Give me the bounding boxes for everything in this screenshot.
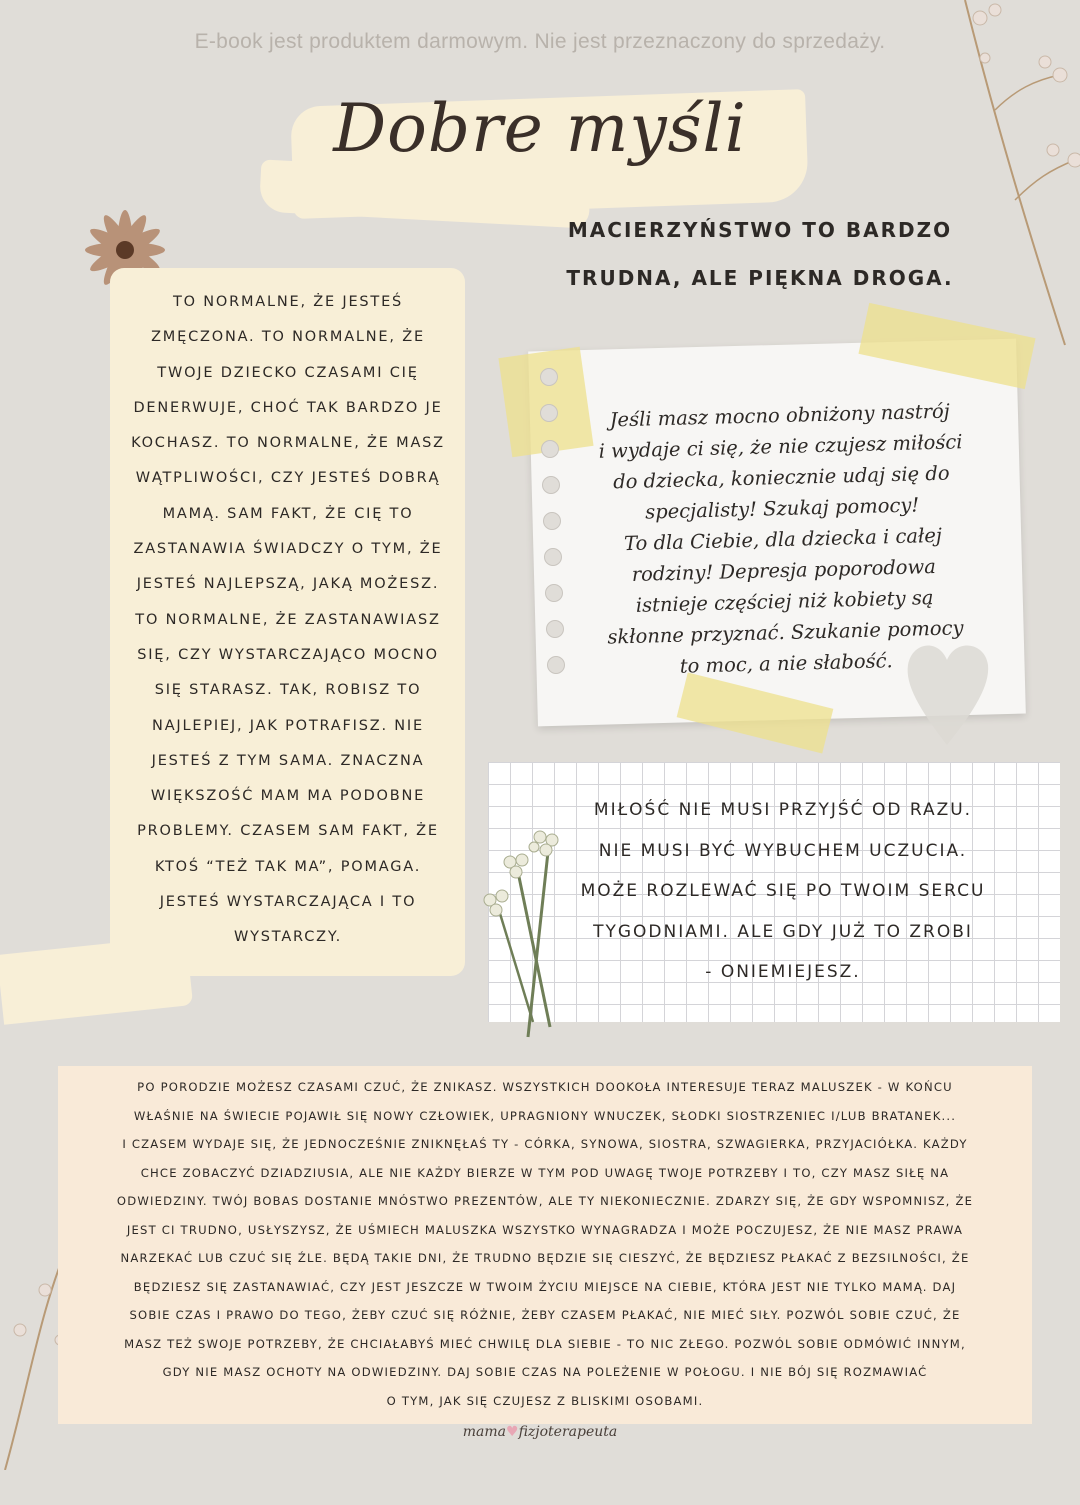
left-card-line: SIĘ STARASZ. TAK, ROBISZ TO bbox=[154, 682, 422, 699]
left-card-line: WIĘKSZOŚĆ MAM MA PODOBNE bbox=[150, 788, 426, 805]
grid-card-text bbox=[548, 790, 1018, 993]
note-line: To dla Ciebie, dla dziecka i całej bbox=[623, 523, 943, 556]
subtitle-line: MACIERZYŃSTWO TO BARDZO bbox=[567, 218, 953, 242]
grid-line: - ONIEMIEJESZ. bbox=[705, 962, 861, 982]
left-card-line: TO NORMALNE, ŻE JESTEŚ bbox=[172, 294, 404, 310]
grid-line: MIŁOŚĆ NIE MUSI PRZYJŚĆ OD RAZU. bbox=[593, 800, 973, 820]
bottom-line: GDY NIE MASZ OCHOTY NA ODWIEDZINY. DAJ SOBIE CZAS NA POLEŻENIE W POŁOGU. I NIE BÓJ SIĘ ROZMAWIAĆ bbox=[162, 1365, 928, 1379]
bottom-line: NARZEKAĆ LUB CZUĆ SIĘ ŹLE. BĘDĄ TAKIE DNI, ŻE TRUDNO BĘDZIE SIĘ CIESZYĆ, ŻE BĘDZIESZ PŁAKAĆ Z BEZSILNOŚCI, ŻE bbox=[120, 1251, 970, 1265]
binder-hole bbox=[541, 440, 559, 458]
note-line: Jeśli masz mocno obniżony nastrój bbox=[609, 399, 951, 432]
grid-line: TYGODNIAMI. ALE GDY JUŻ TO ZROBI bbox=[593, 921, 973, 942]
left-card-line: KTOŚ “TEŻ TAK MA”, POMAGA. bbox=[154, 858, 422, 875]
heart-icon bbox=[900, 630, 995, 750]
note-line: skłonne przyznać. Szukanie pomocy bbox=[607, 616, 964, 649]
free-ebook-notice: E-book jest produktem darmowym. Nie jest przeznaczony do sprzedaży. bbox=[194, 30, 886, 53]
left-card-line: DENERWUJE, CHOĆ TAK BARDZO JE bbox=[133, 399, 443, 416]
footer-brand bbox=[0, 1424, 1080, 1440]
left-card-line: JESTEŚ NAJLEPSZĄ, JAKĄ MOŻESZ. bbox=[136, 576, 440, 593]
bottom-line: I CZASEM WYDAJE SIĘ, ŻE JEDNOCZEŚNIE ZNIKNĘŁAŚ TY - CÓRKA, SYNOWA, SIOSTRA, SZWAGIERKA, PRZYJACIÓŁKA. KAŻDY bbox=[122, 1137, 968, 1151]
left-card-line: SIĘ, CZY WYSTARCZAJĄCO MOCNO bbox=[137, 646, 439, 663]
left-card-line: KOCHASZ. TO NORMALNE, ŻE MASZ bbox=[131, 435, 445, 452]
left-card-line: WYSTARCZY. bbox=[234, 929, 342, 946]
binder-hole bbox=[542, 476, 560, 494]
note-line: do dziecka, koniecznie udaj się do bbox=[612, 461, 950, 494]
note-line: rodziny! Depresja poporodowa bbox=[631, 555, 937, 586]
bottom-line: SOBIE CZAS I PRAWO DO TEGO, ŻEBY CZUĆ SIĘ RÓŻNIE, ŻEBY CZASEM PŁAKAĆ, NIE MIEĆ SIŁY. POZWÓL SOBIE CZUĆ, ŻE bbox=[129, 1308, 961, 1322]
left-card-line: ZMĘCZONA. TO NORMALNE, ŻE bbox=[151, 329, 425, 346]
note-line: to moc, a nie słabość. bbox=[679, 649, 894, 678]
bottom-line: WŁAŚNIE NA ŚWIECIE POJAWIŁ SIĘ NOWY CZŁOWIEK, UPRAGNIONY WNUCZEK, SŁODKI SIOSTRZENIEC I/LUB BRATANEK... bbox=[133, 1108, 957, 1123]
left-card-line: TO NORMALNE, ŻE ZASTANAWIASZ bbox=[135, 611, 441, 628]
binder-hole bbox=[546, 620, 564, 638]
bottom-card-text bbox=[80, 1073, 1010, 1415]
subtitle bbox=[540, 206, 980, 302]
page-title: Dobre myśli bbox=[333, 90, 747, 167]
bottom-line: O TYM, JAK SIĘ CZUJESZ Z BLISKIMI OSOBAMI. bbox=[386, 1393, 704, 1408]
note-line: specjalisty! Szukaj pomocy! bbox=[644, 493, 920, 524]
left-card-text bbox=[118, 285, 458, 956]
binder-hole bbox=[545, 584, 563, 602]
binder-hole bbox=[544, 548, 562, 566]
brand-mama: mama bbox=[462, 1424, 506, 1440]
note-line: i wydaje ci się, że nie czujesz miłości bbox=[598, 430, 963, 463]
left-card-line: JESTEŚ WYSTARCZAJĄCA I TO bbox=[159, 894, 417, 911]
left-card-line: ZASTANAWIA ŚWIADCZY O TYM, ŻE bbox=[133, 541, 443, 558]
heart-icon: ♥ bbox=[506, 1424, 519, 1440]
bottom-line: JEST CI TRUDNO, USŁYSZYSZ, ŻE UŚMIECH MALUSZKA WSZYSTKO WYNAGRADZA I MOŻE POCZUJESZ, ŻE NIE MASZ PRAWA bbox=[126, 1222, 964, 1237]
binder-hole bbox=[540, 368, 558, 386]
subtitle-line: TRUDNA, ALE PIĘKNA DROGA. bbox=[566, 266, 954, 290]
left-card-line: PROBLEMY. CZASEM SAM FAKT, ŻE bbox=[137, 823, 439, 840]
grid-line: MOŻE ROZLEWAĆ SIĘ PO TWOIM SERCU bbox=[580, 881, 986, 901]
binder-hole bbox=[547, 656, 565, 674]
left-card-line: NAJLEPIEJ, JAK POTRAFISZ. NIE bbox=[152, 717, 424, 734]
left-card-line: MAMĄ. SAM FAKT, ŻE CIĘ TO bbox=[162, 505, 414, 522]
note-line: istnieje częściej niż kobiety są bbox=[635, 586, 934, 617]
bottom-line: CHCE ZOBACZYĆ DZIADZIUSIA, ALE NIE KAŻDY BIERZE W TYM POD UWAGĘ TWOJE POTRZEBY I TO, CZY MASZ SIŁĘ NA bbox=[140, 1165, 950, 1180]
bottom-line: ODWIEDZINY. TWÓJ BOBAS DOSTANIE MNÓSTWO PREZENTÓW, ALE TY NIEKONIECZNIE. ZDARZY SIĘ, ŻE GDY WSPOMNISZ, ŻE bbox=[116, 1194, 974, 1208]
left-card-line: JESTEŚ Z TYM SAMA. ZNACZNA bbox=[151, 752, 425, 769]
bottom-line: PO PORODZIE MOŻESZ CZASAMI CZUĆ, ŻE ZNIKASZ. WSZYSTKICH DOOKOŁA INTERESUJE TERAZ MALUSZEK - W KOŃCU bbox=[137, 1080, 953, 1094]
brand-fizjoterapeuta: fizjoterapeuta bbox=[518, 1424, 618, 1440]
left-card-line: TWOJE DZIECKO CZASAMI CIĘ bbox=[157, 364, 419, 381]
bottom-line: MASZ TEŻ SWOJE POTRZEBY, ŻE CHCIAŁABYŚ MIEĆ CHWILĘ DLA SIEBIE - TO NIC ZŁEGO. POZWÓL SOBIE ODMÓWIĆ INNYM, bbox=[124, 1336, 966, 1351]
binder-hole bbox=[540, 404, 558, 422]
binder-hole bbox=[543, 512, 561, 530]
bottom-line: BĘDZIESZ SIĘ ZASTANAWIAĆ, CZY JEST JESZCZE W TWOIM ŻYCIU MIEJSCE NA CIEBIE, KTÓRA JEST NIE TYLKO MAMĄ. DAJ bbox=[133, 1279, 957, 1294]
left-card-line: WĄTPLIWOŚCI, CZY JESTEŚ DOBRĄ bbox=[135, 470, 441, 487]
grid-line: NIE MUSI BYĆ WYBUCHEM UCZUCIA. bbox=[598, 840, 968, 861]
